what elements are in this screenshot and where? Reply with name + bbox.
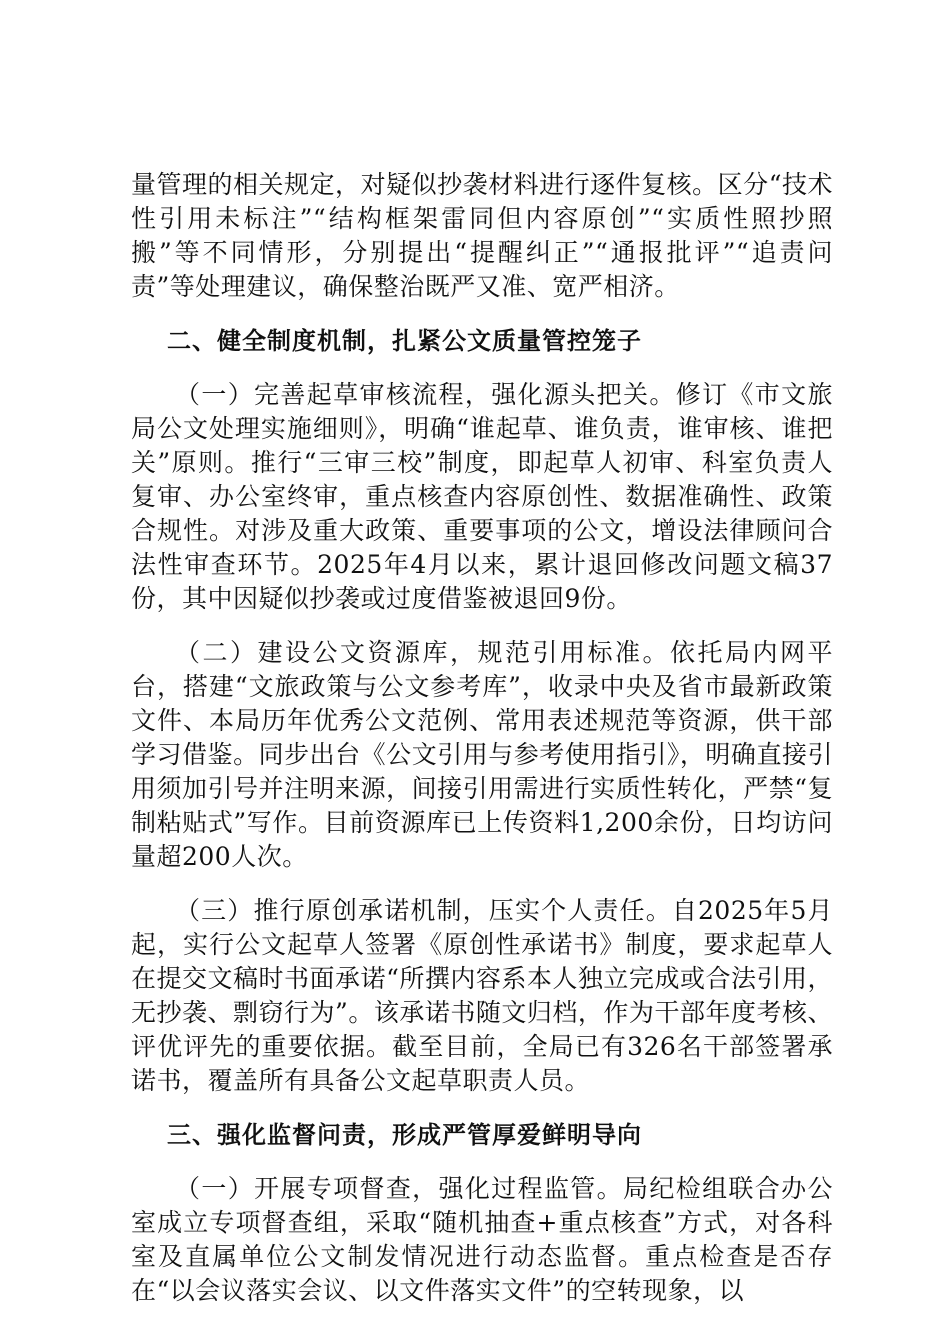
paragraph-2-1: （一）完善起草审核流程，强化源头把关。修订《市文旅局公文处理实施细则》，明确“谁起草、谁负责，谁审核、谁把关”原则。推行“三审三校”制度，即起草人初审、科室负责人复审、办公室终审，重点核查内容原创性、数据准确性、政策合规性。对涉及重大政策、重要事项的公文，增设法律顾问合法性审查环节。2025年4月以来，累计退回修改问题文稿37份，其中因疑似抄袭或过度借鉴被退回9份。 — [131, 380, 833, 613]
section-heading-3: 三、强化监督问责，形成严管厚爱鲜明导向 — [167, 1121, 642, 1149]
paragraph-3-1: （一）开展专项督查，强化过程监管。局纪检组联合办公室成立专项督查组，采取“随机抽查+重点核查”方式，对各科室及直属单位公文制发情况进行动态监督。重点检查是否存在“以会议落实会议、以文件落实文件”的空转现象，以 — [131, 1174, 833, 1305]
document-body — [131, 168, 833, 1308]
paragraph-2-2: （二）建设公文资源库，规范引用标准。依托局内网平台，搭建“文旅政策与公文参考库”，收录中央及省市最新政策文件、本局历年优秀公文范例、常用表述规范等资源，供干部学习借鉴。同步出台《公文引用与参考使用指引》，明确直接引用须加引号并注明来源，间接引用需进行实质性转化，严禁“复制粘贴式”写作。目前资源库已上传资料1,200余份，日均访问量超200人次。 — [131, 638, 833, 871]
paragraph-2-3: （三）推行原创承诺机制，压实个人责任。自2025年5月起，实行公文起草人签署《原创性承诺书》制度，要求起草人在提交文稿时书面承诺“所撰内容系本人独立完成或合法引用，无抄袭、剽窃行为”。该承诺书随文归档，作为干部年度考核、评优评先的重要依据。截至目前，全局已有326名干部签署承诺书，覆盖所有具备公文起草职责人员。 — [131, 896, 833, 1095]
paragraph-continued: 量管理的相关规定，对疑似抄袭材料进行逐件复核。区分“技术性引用未标注”“结构框架雷同但内容原创”“实质性照抄照搬”等不同情形，分别提出“提醒纠正”“通报批评”“追责问责”等处理建议，确保整治既严又准、宽严相济。 — [131, 170, 833, 301]
section-heading-2: 二、健全制度机制，扎紧公文质量管控笼子 — [167, 327, 642, 355]
